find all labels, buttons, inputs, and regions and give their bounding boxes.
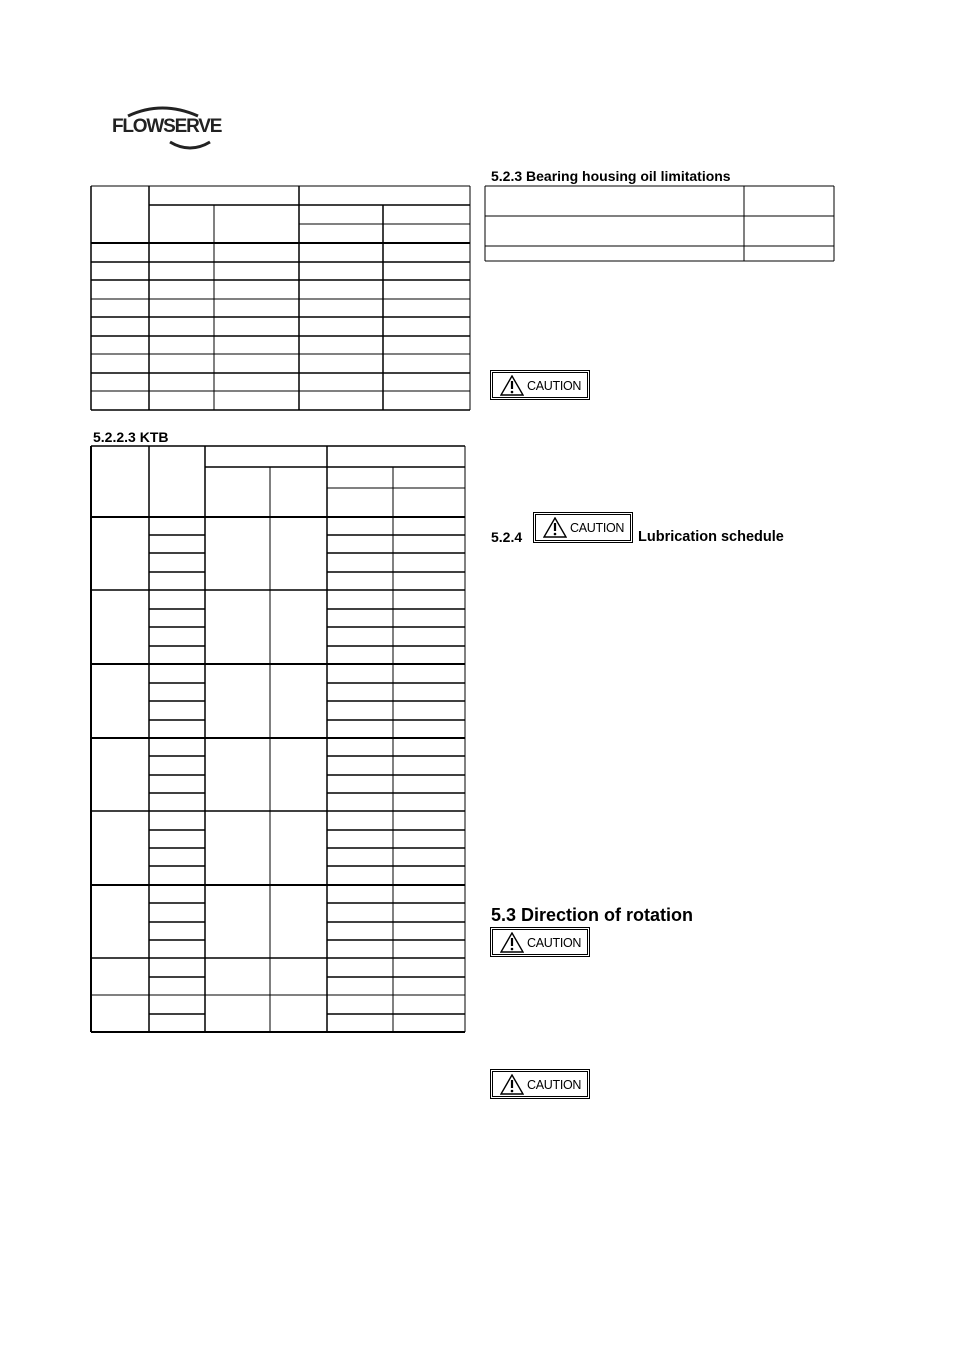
table-bearing-housing — [484, 185, 836, 264]
caution-text: CAUTION — [527, 1078, 582, 1092]
warning-triangle-icon — [500, 1074, 524, 1095]
warning-triangle-icon — [500, 932, 524, 953]
section-number-5-2-4: 5.2.4 — [491, 529, 523, 545]
caution-label-1 — [490, 370, 590, 400]
caution-text: CAUTION — [527, 936, 582, 950]
flowserve-logo — [112, 104, 222, 154]
warning-triangle-icon — [543, 517, 567, 538]
section-heading-5-3: 5.3 Direction of rotation — [491, 905, 694, 925]
caution-label-2 — [490, 927, 590, 957]
table-ktb — [90, 445, 467, 1035]
caution-text: CAUTION — [527, 379, 582, 393]
table-top-left — [90, 185, 472, 412]
logo-text: FLOWSERVE — [112, 116, 222, 137]
caution-label-3 — [490, 1069, 590, 1099]
section-heading-5-2-2-3: 5.2.2.3 KTB — [93, 429, 169, 445]
section-heading-5-2-3: 5.2.3 Bearing housing oil limitations — [491, 168, 731, 184]
section-heading-5-2-4: Lubrication schedule — [638, 529, 784, 545]
caution-text: CAUTION — [570, 521, 625, 535]
caution-label-inline — [533, 512, 633, 543]
warning-triangle-icon — [500, 375, 524, 396]
